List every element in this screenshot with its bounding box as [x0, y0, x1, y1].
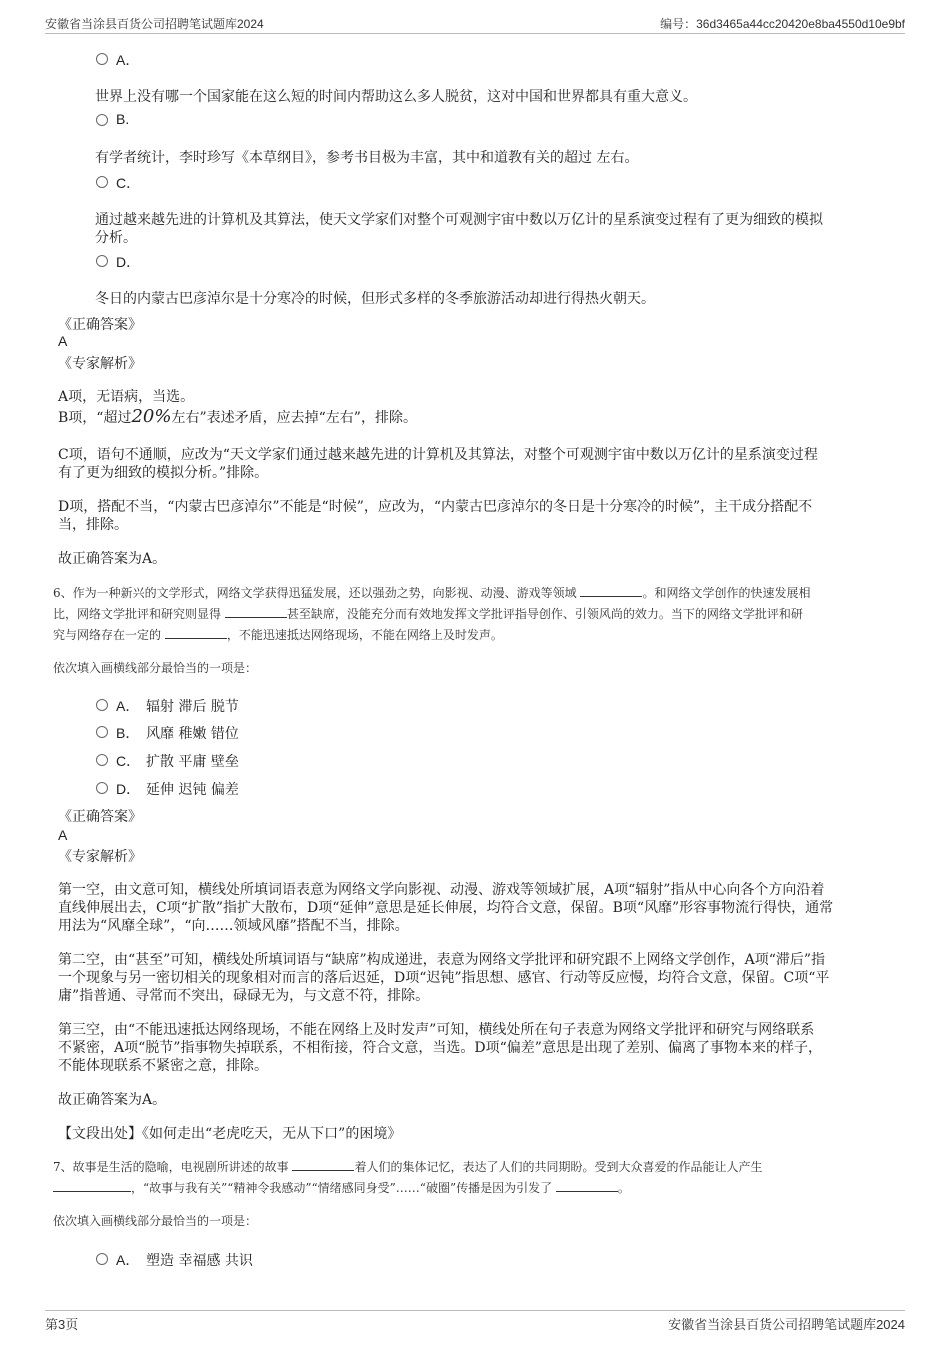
q6-analysis-p1-line2: 直线伸展出去，C项“扩散”指扩大散布，D项“延伸”意思是延长伸展，均符合文意，保留。B项“风靡”形容事物流行得快，通常: [58, 900, 834, 916]
q5-option-c-text-line1: 通过越来越先进的计算机及其算法，使天文学家们对整个可观测宇宙中数以万亿计的星系演变过程有了更为细致的模拟: [95, 212, 823, 228]
option-text: 塑造 幸福感 共识: [146, 1253, 253, 1269]
q7-instruction: 依次填入画横线部分最恰当的一项是：: [53, 1214, 258, 1228]
radio-icon[interactable]: [96, 53, 108, 65]
q5-analysis-label: 《专家解析》: [58, 356, 142, 372]
q6-stem-line1: [53, 583, 810, 604]
q6-stem-line2: [53, 604, 803, 625]
q6-stem-3b: ，不能迅速抵达网络现场，不能在网络上及时发声。: [226, 628, 503, 642]
option-text: 风靡 稚嫩 错位: [146, 726, 239, 742]
radio-icon[interactable]: [96, 726, 108, 738]
radio-icon[interactable]: [96, 782, 108, 794]
q6-analysis-p2-line1: 第二空，由“甚至”可知，横线处所填词语与“缺席”构成递进，表意为网络文学批评和研究跟不上网络文学创作，A项“滞后”指: [58, 952, 826, 968]
q5-option-b-text: 有学者统计，李时珍写《本草纲目》，参考书目极为丰富，其中和道教有关的超过 左右。: [95, 150, 639, 166]
footer-page-number: 第3页: [45, 1317, 79, 1332]
header-rule: [45, 33, 905, 34]
option-letter: A．: [116, 698, 140, 714]
document-code: [660, 15, 905, 32]
q5-option-a-text: 世界上没有哪一个国家能在这么短的时间内帮助这么多人脱贫，这对中国和世界都具有重大意义。: [95, 89, 697, 105]
q6-analysis-p3-line2: 不紧密，A项“脱节”指事物失掉联系，不相衔接，符合文意，当选。D项“偏差”意思是出现了差别、偏离了事物本来的样子，: [58, 1040, 822, 1056]
q5-option-d-text: 冬日的内蒙古巴彦淖尔是十分寒冷的时候，但形式多样的冬季旅游活动却进行得热火朝天。: [95, 291, 655, 307]
document-code-value: 36d3465a44cc20420e8ba4550d10e9bf: [696, 17, 905, 31]
option-letter: C．: [116, 753, 141, 769]
fill-blank: [292, 1158, 354, 1171]
fill-blank: [53, 1179, 131, 1192]
q6-stem-2b: 甚至缺席，没能充分而有效地发挥文学批评指导创作、引领风尚的效力。当下的网络文学批评和研: [286, 607, 803, 621]
q6-conclusion: 故正确答案为A。: [58, 1092, 167, 1108]
q6-answer: A: [58, 827, 68, 843]
q5-analysis-b-pre: B项，“超过: [58, 410, 132, 426]
fill-blank: [165, 626, 227, 639]
document-code-label: 编号：: [660, 17, 697, 31]
q5-analysis-c-line2: 有了更为细致的模拟分析。”排除。: [58, 465, 269, 481]
q6-stem-1b: 。和网络文学创作的快速发展相: [642, 586, 811, 600]
q7-stem-1a: 7、故事是生活的隐喻，电视剧所讲述的故事: [53, 1160, 289, 1174]
q6-instruction: 依次填入画横线部分最恰当的一项是：: [53, 661, 258, 675]
radio-icon[interactable]: [96, 176, 108, 188]
q6-stem-2a: 比，网络文学批评和研究则显得: [53, 607, 222, 621]
q5-option-c-text-line2: 分析。: [95, 230, 137, 246]
q7-stem-2c: 。: [617, 1181, 630, 1195]
option-letter: D．: [116, 254, 141, 270]
option-letter: B．: [116, 725, 140, 741]
q7-stem-line2: [53, 1178, 630, 1199]
header-title: 安徽省当涂县百货公司招聘笔试题库2024: [45, 17, 264, 31]
q6-analysis-label: 《专家解析》: [58, 849, 142, 865]
q5-conclusion: 故正确答案为A。: [58, 551, 167, 567]
option-letter: A．: [116, 52, 140, 68]
q7-stem-2b: ，“故事与我有关”“精神令我感动”“情绪感同身受”……“破圈”传播是因为引发了: [131, 1181, 553, 1195]
option-letter: B.: [116, 111, 130, 127]
footer-rule: [45, 1310, 905, 1311]
q6-analysis-p1-line1: 第一空，由文意可知，横线处所填词语表意为网络文学向影视、动漫、游戏等领域扩展，A项“辐射”指从中心向各个方向沿着: [58, 882, 825, 898]
radio-icon[interactable]: [96, 699, 108, 711]
q6-stem-line3: [53, 625, 503, 646]
option-text: 延伸 迟钝 偏差: [146, 782, 239, 798]
q5-analysis-d-line1: D项，搭配不当，“内蒙古巴彦淖尔”不能是“时候”，应改为，“内蒙古巴彦淖尔的冬日是十分寒冷的时候”，主干成分搭配不: [58, 499, 813, 515]
q5-answer: A: [58, 333, 68, 349]
radio-icon[interactable]: [96, 754, 108, 766]
q7-stem-line1: [53, 1157, 762, 1178]
q6-analysis-p3-line3: 不能体现联系不紧密之意，排除。: [58, 1058, 268, 1074]
option-letter: D．: [116, 781, 141, 797]
radio-icon[interactable]: [96, 114, 108, 126]
q5-analysis-b: [58, 408, 417, 427]
q5-analysis-a: A项，无语病，当选。: [58, 389, 195, 405]
option-text: 辐射 滞后 脱节: [146, 699, 239, 715]
q6-analysis-p2-line3: 庸”指普通、寻常而不突出，碌碌无为，与文意不符，排除。: [58, 988, 430, 1004]
q6-answer-label: 《正确答案》: [58, 809, 142, 825]
option-text: 扩散 平庸 壁垒: [146, 754, 239, 770]
q5-analysis-c-line1: C项，语句不通顺，应改为“天文学家们通过越来越先进的计算机及其算法，对整个可观测宇宙中数以万亿计的星系演变过程: [58, 447, 818, 463]
option-letter: A．: [116, 1252, 140, 1268]
radio-icon[interactable]: [96, 1253, 108, 1265]
radio-icon[interactable]: [96, 255, 108, 267]
footer-title: 安徽省当涂县百货公司招聘笔试题库2024: [668, 1317, 905, 1332]
q6-stem-3a: 究与网络存在一定的: [53, 628, 162, 642]
q5-analysis-b-pct: 20%: [131, 406, 172, 427]
q6-analysis-p1-line3: 用法为“风靡全球”，“向……领域风靡”搭配不当，排除。: [58, 918, 409, 934]
q7-stem-1b: 着人们的集体记忆，表达了人们的共同期盼。受到大众喜爱的作品能让人产生: [354, 1160, 763, 1174]
fill-blank: [225, 605, 287, 618]
q5-answer-label: 《正确答案》: [58, 317, 142, 333]
q5-analysis-d-line2: 当，排除。: [58, 517, 128, 533]
fill-blank: [580, 584, 642, 597]
q6-analysis-p3-line1: 第三空，由“不能迅速抵达网络现场，不能在网络上及时发声”可知，横线处所在句子表意为网络文学批评和研究与网络联系: [58, 1022, 815, 1038]
fill-blank: [556, 1179, 618, 1192]
q6-source: 【文段出处】《如何走出“老虎吃天，无从下口”的困境》: [58, 1126, 402, 1142]
q6-stem-1a: 6、作为一种新兴的文学形式，网络文学获得迅猛发展，还以强劲之势，向影视、动漫、游戏等领域: [53, 586, 577, 600]
option-letter: C．: [116, 175, 141, 191]
q5-analysis-b-post: 左右”表述矛盾，应去掉“左右”，排除。: [171, 410, 417, 426]
q6-analysis-p2-line2: 一个现象与另一密切相关的现象相对而言的落后迟延，D项“迟钝”指思想、感官、行动等反应慢，均符合文意，保留。C项“平: [58, 970, 830, 986]
